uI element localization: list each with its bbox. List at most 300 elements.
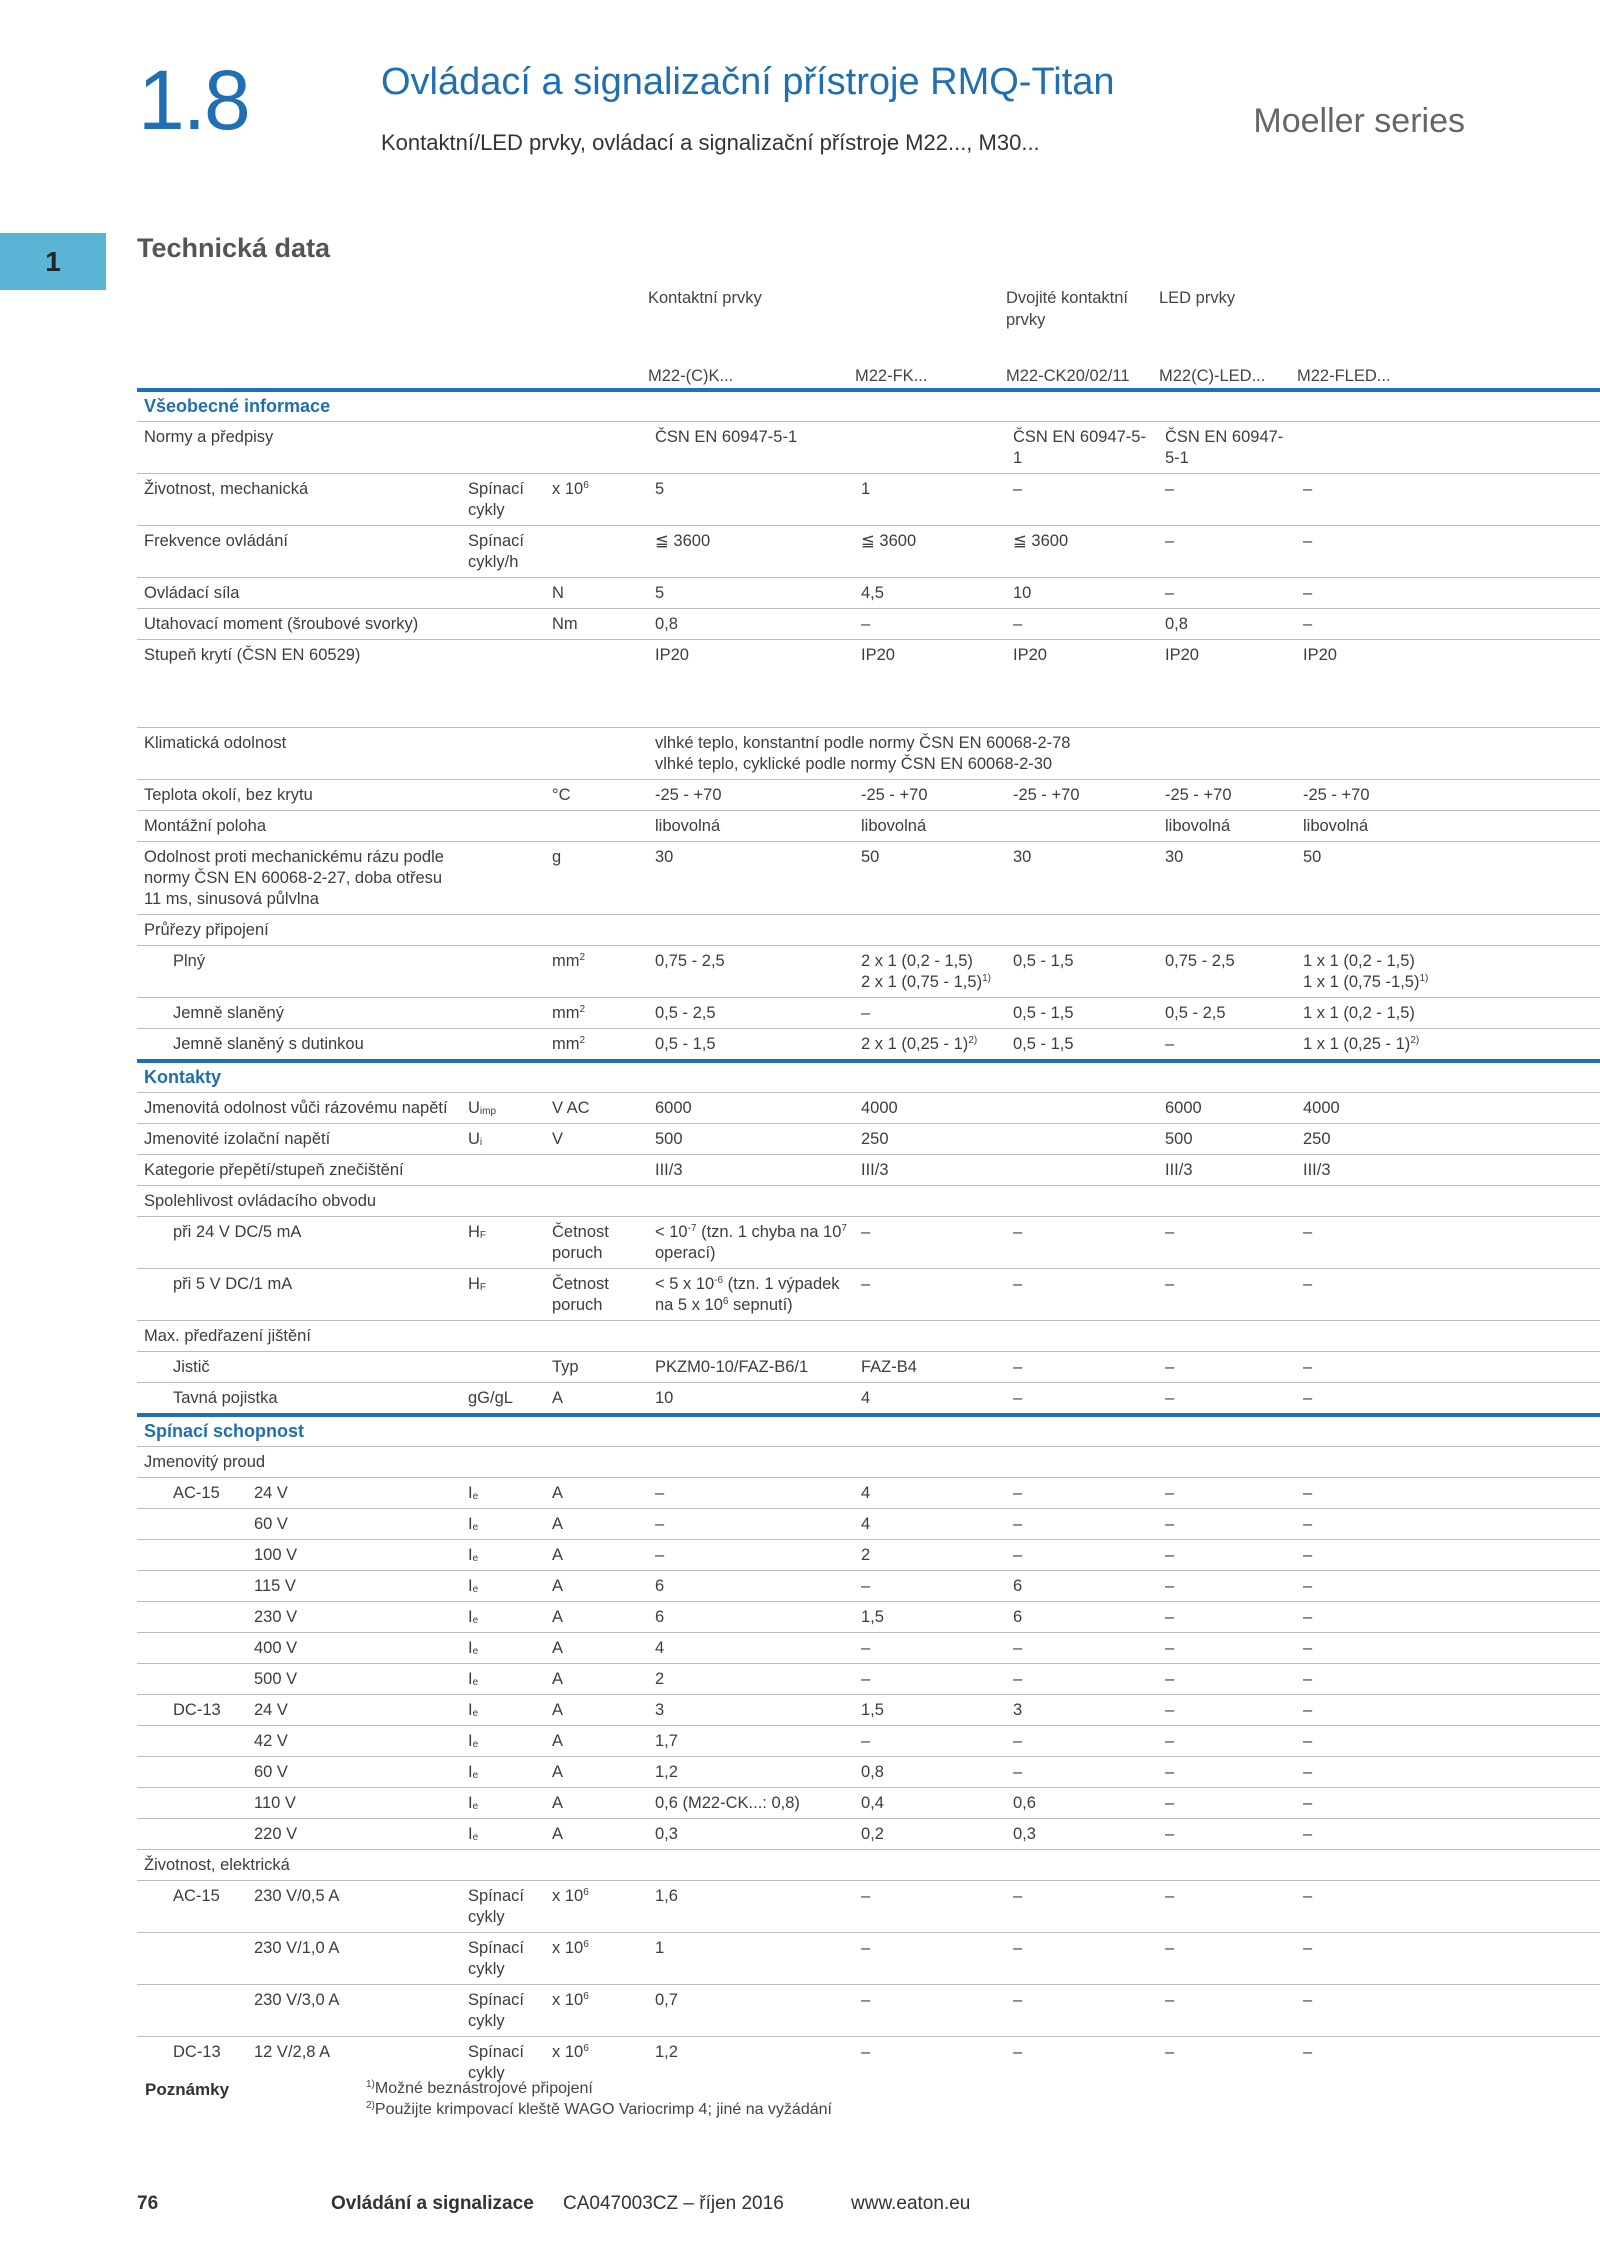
- cell: 5: [648, 578, 854, 609]
- table-row: [137, 1881, 1600, 1933]
- section-row: [137, 1415, 1600, 1447]
- cell: –: [1006, 1352, 1158, 1383]
- row-label: Plný: [137, 946, 545, 998]
- cell: 0,7: [648, 1985, 854, 2037]
- unit-sup: 2: [579, 1035, 586, 1046]
- cell: –: [854, 1217, 1006, 1269]
- symbol-text: U: [468, 1099, 480, 1117]
- row-unit: [545, 1881, 648, 1933]
- cell: 0,6 (M22-CK...: 0,8): [648, 1788, 854, 1819]
- cell: –: [854, 1726, 1006, 1757]
- cell: –: [1296, 1540, 1600, 1571]
- footer-catalog: CA047003CZ – říjen 2016: [563, 2193, 784, 2214]
- type-header: M22-(C)K...: [648, 367, 734, 385]
- symbol-text: I: [468, 1825, 473, 1843]
- cell: [1006, 811, 1158, 842]
- voltage-cell: 400 V: [247, 1633, 461, 1664]
- table-row: [137, 1850, 1600, 1881]
- row-label: při 5 V DC/1 mA: [137, 1269, 461, 1321]
- cell: [854, 1029, 1006, 1062]
- cell: –: [1303, 1389, 1313, 1407]
- row-unit: A: [545, 1819, 648, 1850]
- unit-text: x 10: [552, 2043, 584, 2061]
- symbol-text: I: [468, 1794, 473, 1812]
- unit-text: mm: [552, 1035, 580, 1053]
- note-1: [366, 2078, 832, 2099]
- row-symbol: [461, 1509, 545, 1540]
- row-symbol: Spínací cykly/h: [461, 526, 545, 578]
- unit-text: x 10: [552, 1939, 584, 1957]
- cell: ČSN EN 60947-5-1: [1158, 422, 1296, 474]
- cell: –: [1006, 474, 1158, 526]
- row-label: Jmenovité izolační napětí: [137, 1124, 461, 1155]
- cell: –: [648, 1478, 854, 1509]
- symbol-text: H: [468, 1275, 480, 1293]
- cell: FAZ-B4: [854, 1352, 1006, 1383]
- cell: 2: [854, 1540, 1006, 1571]
- category-cell: [137, 1726, 247, 1757]
- row-unit: N: [545, 578, 648, 609]
- cell: –: [854, 998, 1006, 1029]
- cell-text: (tzn. 1 výpadek na 5 x 10: [655, 1275, 840, 1314]
- cell: –: [1158, 1726, 1296, 1757]
- table-row: [137, 578, 1600, 609]
- table-row: [137, 2037, 1600, 2089]
- symbol-sub: e: [472, 1584, 479, 1595]
- section-general: Všeobecné informace: [137, 390, 1600, 422]
- notes-label: Poznámky: [145, 2080, 230, 2099]
- cell: III/3: [1296, 1155, 1600, 1186]
- unit-text: x 10: [552, 1887, 584, 1905]
- symbol-sub: e: [472, 1615, 479, 1626]
- voltage-cell: 100 V: [247, 1540, 461, 1571]
- cell-line: 1 x 1 (0,75 -1,5): [1303, 973, 1420, 991]
- cell: libovolná: [1296, 811, 1600, 842]
- cell: –: [854, 1664, 1006, 1695]
- cell: –: [1296, 1269, 1600, 1321]
- cell: -25 - +70: [1158, 780, 1296, 811]
- row-symbol: [461, 842, 545, 915]
- chapter-number: 1.8: [138, 53, 249, 147]
- voltage-cell: 220 V: [247, 1819, 461, 1850]
- cell: –: [1158, 1985, 1296, 2037]
- section-row: [137, 390, 1600, 422]
- row-unit: [545, 474, 648, 526]
- cell: III/3: [854, 1155, 1006, 1186]
- row-unit: V AC: [545, 1093, 648, 1124]
- voltage-cell: 24 V: [247, 1695, 461, 1726]
- voltage-cell: 42 V: [247, 1726, 461, 1757]
- row-label: při 24 V DC/5 mA: [137, 1217, 461, 1269]
- cell: 1,5: [854, 1695, 1006, 1726]
- cell: IP20: [1013, 646, 1047, 664]
- cell: IP20: [861, 646, 895, 664]
- table-row: [137, 526, 1600, 578]
- cell: –: [1158, 1269, 1296, 1321]
- table-row: [137, 1124, 1600, 1155]
- row-unit: A: [545, 1478, 648, 1509]
- row-unit: [545, 998, 648, 1029]
- row-unit: A: [545, 1571, 648, 1602]
- row-symbol: [461, 1269, 545, 1321]
- cell: -25 - +70: [854, 780, 1006, 811]
- cell: 0,8: [1158, 609, 1296, 640]
- table-row: [137, 1695, 1600, 1726]
- table-row: [137, 998, 1600, 1029]
- unit-sup: 6: [583, 1939, 589, 1950]
- cell: –: [854, 1571, 1006, 1602]
- table-row: [137, 1447, 1600, 1478]
- row-label: Montážní poloha: [137, 811, 648, 842]
- voltage-cell: 500 V: [247, 1664, 461, 1695]
- cell: –: [1158, 1509, 1296, 1540]
- cell: –: [1158, 1664, 1296, 1695]
- row-unit: V: [545, 1124, 648, 1155]
- climate-line: vlhké teplo, konstantní podle normy ČSN EN 60068-2-78: [655, 734, 1071, 752]
- row-symbol: Spínací cykly: [461, 1933, 545, 1985]
- category-cell: AC-15: [137, 1478, 247, 1509]
- row-symbol: [461, 1819, 545, 1850]
- cell: 0,75 - 2,5: [648, 946, 854, 998]
- table-row: [137, 1571, 1600, 1602]
- category-cell: [137, 1540, 247, 1571]
- cell-text: operací): [655, 1244, 716, 1262]
- row-symbol: gG/gL: [468, 1389, 513, 1407]
- cell: –: [1296, 1478, 1600, 1509]
- cell: IP20: [655, 646, 689, 664]
- row-label: Kategorie přepětí/stupeň znečištění: [137, 1155, 648, 1186]
- row-label: Frekvence ovládání: [137, 526, 461, 578]
- symbol-sub: imp: [479, 1106, 497, 1117]
- symbol-text: I: [468, 1608, 473, 1626]
- section-contacts: Kontakty: [137, 1061, 1600, 1093]
- symbol-text: I: [468, 1670, 473, 1688]
- unit-sup: 6: [583, 2043, 589, 2054]
- row-unit: A: [545, 1757, 648, 1788]
- row-symbol: [461, 1571, 545, 1602]
- cell: -25 - +70: [1006, 780, 1158, 811]
- table-row: [137, 1757, 1600, 1788]
- symbol-sub: e: [472, 1770, 479, 1781]
- voltage-cell: 60 V: [247, 1509, 461, 1540]
- cell: 250: [854, 1124, 1006, 1155]
- row-unit: g: [545, 842, 648, 915]
- row-symbol: [461, 1726, 545, 1757]
- cell: 500: [1158, 1124, 1296, 1155]
- cell: –: [854, 1881, 1006, 1933]
- footer-url[interactable]: www.eaton.eu: [851, 2193, 971, 2214]
- cell: –: [1158, 474, 1296, 526]
- cell: ČSN EN 60947-5-1: [648, 422, 854, 474]
- note-marker: 2): [366, 2100, 375, 2111]
- voltage-cell: 115 V: [247, 1571, 461, 1602]
- load-cell: 12 V/2,8 A: [254, 2043, 331, 2061]
- cell: –: [1296, 1664, 1600, 1695]
- rated-current-rows: [137, 1478, 1600, 1850]
- note-marker: 1): [366, 2079, 375, 2090]
- cell: [648, 1269, 854, 1321]
- table-row: [137, 1933, 1600, 1985]
- cell: 1,2: [655, 2043, 678, 2061]
- row-unit: [545, 1933, 648, 1985]
- page-number: 76: [137, 2193, 159, 2214]
- category-cell: [137, 1633, 247, 1664]
- row-label: Klimatická odolnost: [137, 728, 648, 780]
- cell: 3: [648, 1695, 854, 1726]
- unit-sup: 2: [579, 952, 586, 963]
- cell: –: [1296, 609, 1600, 640]
- row-label: Teplota okolí, bez krytu: [137, 780, 545, 811]
- cell: 0,5 - 2,5: [648, 998, 854, 1029]
- row-label: Stupeň krytí (ČSN EN 60529): [144, 646, 361, 664]
- cell: –: [854, 1985, 1006, 2037]
- cell: –: [1158, 1819, 1296, 1850]
- cell: -25 - +70: [648, 780, 854, 811]
- type-header: M22-FLED...: [1297, 367, 1391, 385]
- cell: 4000: [1296, 1093, 1600, 1124]
- cell: –: [1296, 474, 1600, 526]
- spec-table: [137, 388, 1600, 2088]
- row-symbol: [461, 1217, 545, 1269]
- table-row: [137, 1093, 1600, 1124]
- cell: –: [1006, 1933, 1158, 1985]
- table-row: [137, 609, 1600, 640]
- cell-line: 2 x 1 (0,2 - 1,5): [861, 952, 973, 970]
- cell: ≦ 3600: [648, 526, 854, 578]
- cell: -25 - +70: [1296, 780, 1600, 811]
- series-label: Moeller series: [1253, 102, 1465, 140]
- cell: –: [1296, 1985, 1600, 2037]
- cell: 0,5 - 1,5: [655, 1035, 716, 1053]
- cell: [1296, 422, 1600, 474]
- table-row: [137, 1819, 1600, 1850]
- cell: 2: [648, 1664, 854, 1695]
- cell: 0,5 - 1,5: [1006, 946, 1158, 998]
- category-cell: [137, 1788, 247, 1819]
- table-row: [137, 1478, 1600, 1509]
- row-symbol: [461, 1695, 545, 1726]
- cell: –: [1158, 1217, 1296, 1269]
- cell: –: [1158, 1695, 1296, 1726]
- cell: –: [1296, 526, 1600, 578]
- cell: 30: [1158, 842, 1296, 915]
- cell: [1006, 1093, 1158, 1124]
- cell: 0,6: [1006, 1788, 1158, 1819]
- symbol-sub: F: [479, 1282, 487, 1293]
- category-cell: [137, 1602, 247, 1633]
- cell: 6000: [1158, 1093, 1296, 1124]
- row-symbol: [461, 1093, 545, 1124]
- cell: III/3: [1158, 1155, 1296, 1186]
- cell: 4: [648, 1633, 854, 1664]
- cell: –: [1296, 1819, 1600, 1850]
- table-row: [137, 1029, 1600, 1062]
- row-unit: Typ: [545, 1352, 648, 1383]
- cell: [648, 1217, 854, 1269]
- cell-sup: -6: [714, 1275, 724, 1286]
- cell: [854, 422, 1006, 474]
- cell: 10: [1006, 578, 1158, 609]
- table-row: [137, 474, 1600, 526]
- category-cell: DC-13: [137, 1695, 247, 1726]
- colgroup-contact: Kontaktní prvky: [648, 289, 762, 307]
- cell: IP20: [1303, 646, 1337, 664]
- cell: –: [1006, 1269, 1158, 1321]
- cell: ČSN EN 60947-5-1: [1006, 422, 1158, 474]
- row-symbol: Spínací cykly: [468, 2043, 524, 2082]
- table-row: [137, 1269, 1600, 1321]
- cell: 4: [854, 1478, 1006, 1509]
- cell: [1006, 1124, 1158, 1155]
- cell: 1 x 1 (0,2 - 1,5): [1296, 998, 1600, 1029]
- cell: libovolná: [854, 811, 1006, 842]
- cell: libovolná: [1158, 811, 1296, 842]
- cell: –: [854, 1633, 1006, 1664]
- table-row: [137, 842, 1600, 915]
- symbol-sub: e: [472, 1491, 479, 1502]
- table-row: [137, 1788, 1600, 1819]
- cell: 1,5: [854, 1602, 1006, 1633]
- cell: –: [1006, 1633, 1158, 1664]
- row-label: Odolnost proti mechanickému rázu podle normy ČSN EN 60068-2-27, doba otřesu 11 ms, sinusová půlvlna: [137, 842, 461, 915]
- cell: –: [1158, 1633, 1296, 1664]
- cell: 250: [1296, 1124, 1600, 1155]
- category-cell: [137, 1664, 247, 1695]
- row-unit: °C: [545, 780, 648, 811]
- electrical-life-rows: [137, 1881, 1600, 2089]
- cell: 4: [854, 1509, 1006, 1540]
- row-label: Jemně slaněný s dutinkou: [173, 1035, 364, 1053]
- cell-text: 2 x 1 (0,25 - 1): [861, 1035, 969, 1053]
- unit-text: x 10: [552, 1991, 584, 2009]
- table-row: [137, 1726, 1600, 1757]
- symbol-sub: i: [479, 1137, 483, 1148]
- spacer: [137, 670, 1600, 728]
- cell: 1,2: [648, 1757, 854, 1788]
- table-row: [137, 780, 1600, 811]
- row-label: Životnost, mechanická: [137, 474, 461, 526]
- cell: –: [1296, 1509, 1600, 1540]
- symbol-text: I: [468, 1701, 473, 1719]
- cell: –: [1165, 2043, 1175, 2061]
- unit-sup: 2: [579, 1004, 586, 1015]
- unit-sup: 6: [583, 480, 589, 491]
- row-symbol: [461, 1788, 545, 1819]
- cell: –: [1296, 1695, 1600, 1726]
- page-title: Ovládací a signalizační přístroje RMQ-Titan: [381, 61, 1115, 103]
- cell: 0,5 - 1,5: [1006, 998, 1158, 1029]
- voltage-cell: 24 V: [247, 1478, 461, 1509]
- cell: –: [1006, 609, 1158, 640]
- cell: –: [1165, 1389, 1175, 1407]
- row-label: Jistič: [137, 1352, 545, 1383]
- cell: –: [1158, 1788, 1296, 1819]
- cell: –: [1165, 1035, 1175, 1053]
- colgroup-double-l2: prvky: [1006, 311, 1046, 329]
- voltage-cell: 110 V: [247, 1788, 461, 1819]
- table-row: [137, 1352, 1600, 1383]
- unit-text: x 10: [552, 480, 584, 498]
- cell: –: [1013, 1389, 1023, 1407]
- symbol-sub: e: [472, 1553, 479, 1564]
- cell: –: [1296, 1881, 1600, 1933]
- row-symbol: [461, 1602, 545, 1633]
- symbol-sub: e: [472, 1832, 479, 1843]
- category-cell: [137, 1571, 247, 1602]
- cell: IP20: [1165, 646, 1199, 664]
- symbol-sub: F: [479, 1230, 487, 1241]
- table-row: [137, 915, 1600, 946]
- row-label: Průřezy připojení: [137, 915, 1600, 946]
- symbol-sub: e: [472, 1522, 479, 1533]
- cell: –: [1006, 1664, 1158, 1695]
- cell: –: [648, 1509, 854, 1540]
- type-header: M22-CK20/02/11: [1006, 367, 1130, 385]
- table-row: [137, 1540, 1600, 1571]
- cell: [1296, 946, 1600, 998]
- row-unit: A: [545, 1664, 648, 1695]
- symbol-sub: e: [472, 1646, 479, 1657]
- row-unit: [545, 946, 648, 998]
- symbol-text: I: [468, 1732, 473, 1750]
- cell: 6: [1006, 1571, 1158, 1602]
- cell: 6000: [648, 1093, 854, 1124]
- cell: [1006, 1155, 1158, 1186]
- section-switching: Spínací schopnost: [137, 1415, 1600, 1447]
- cell-text: 1 x 1 (0,25 - 1): [1303, 1035, 1411, 1053]
- cell: ≦ 3600: [854, 526, 1006, 578]
- row-label: Utahovací moment (šroubové svorky): [137, 609, 545, 640]
- row-unit: A: [545, 1726, 648, 1757]
- row-label: Jemně slaněný: [137, 998, 545, 1029]
- climate-line: vlhké teplo, cyklické podle normy ČSN EN 60068-2-30: [655, 755, 1053, 773]
- colgroup-double-contact: [1006, 287, 1128, 331]
- cell: 6: [648, 1602, 854, 1633]
- footnote-ref: 1): [1419, 973, 1429, 984]
- cell: –: [1158, 1881, 1296, 1933]
- cell: 6: [1006, 1602, 1158, 1633]
- cell: 0,5 - 1,5: [1013, 1035, 1074, 1053]
- cell: 0,75 - 2,5: [1158, 946, 1296, 998]
- note-text: Možné beznástrojové připojení: [374, 2080, 593, 2097]
- cell-line: 1 x 1 (0,2 - 1,5): [1303, 952, 1415, 970]
- row-unit: A: [545, 1509, 648, 1540]
- cell: 6: [648, 1571, 854, 1602]
- cell-text: < 5 x 10: [655, 1275, 715, 1293]
- table-row: [137, 1602, 1600, 1633]
- unit-text: mm: [552, 1004, 580, 1022]
- row-symbol: Spínací cykly: [461, 474, 545, 526]
- type-header: M22(C)-LED...: [1159, 367, 1266, 385]
- cell: [854, 946, 1006, 998]
- cell: –: [1296, 1571, 1600, 1602]
- cell: 30: [1006, 842, 1158, 915]
- category-cell: [137, 1757, 247, 1788]
- category-cell: DC-13: [173, 2043, 221, 2061]
- cell: 1: [648, 1933, 854, 1985]
- row-label: Spolehlivost ovládacího obvodu: [137, 1186, 1600, 1217]
- cell: –: [1158, 1602, 1296, 1633]
- cell: –: [1158, 1478, 1296, 1509]
- cell: 0,8: [854, 1757, 1006, 1788]
- note-2: [366, 2099, 832, 2120]
- cell: –: [1158, 1571, 1296, 1602]
- cell: [1296, 1029, 1600, 1062]
- row-unit: A: [545, 1695, 648, 1726]
- category-cell: [137, 1933, 247, 1985]
- cell: –: [1296, 1933, 1600, 1985]
- row-unit: Nm: [545, 609, 648, 640]
